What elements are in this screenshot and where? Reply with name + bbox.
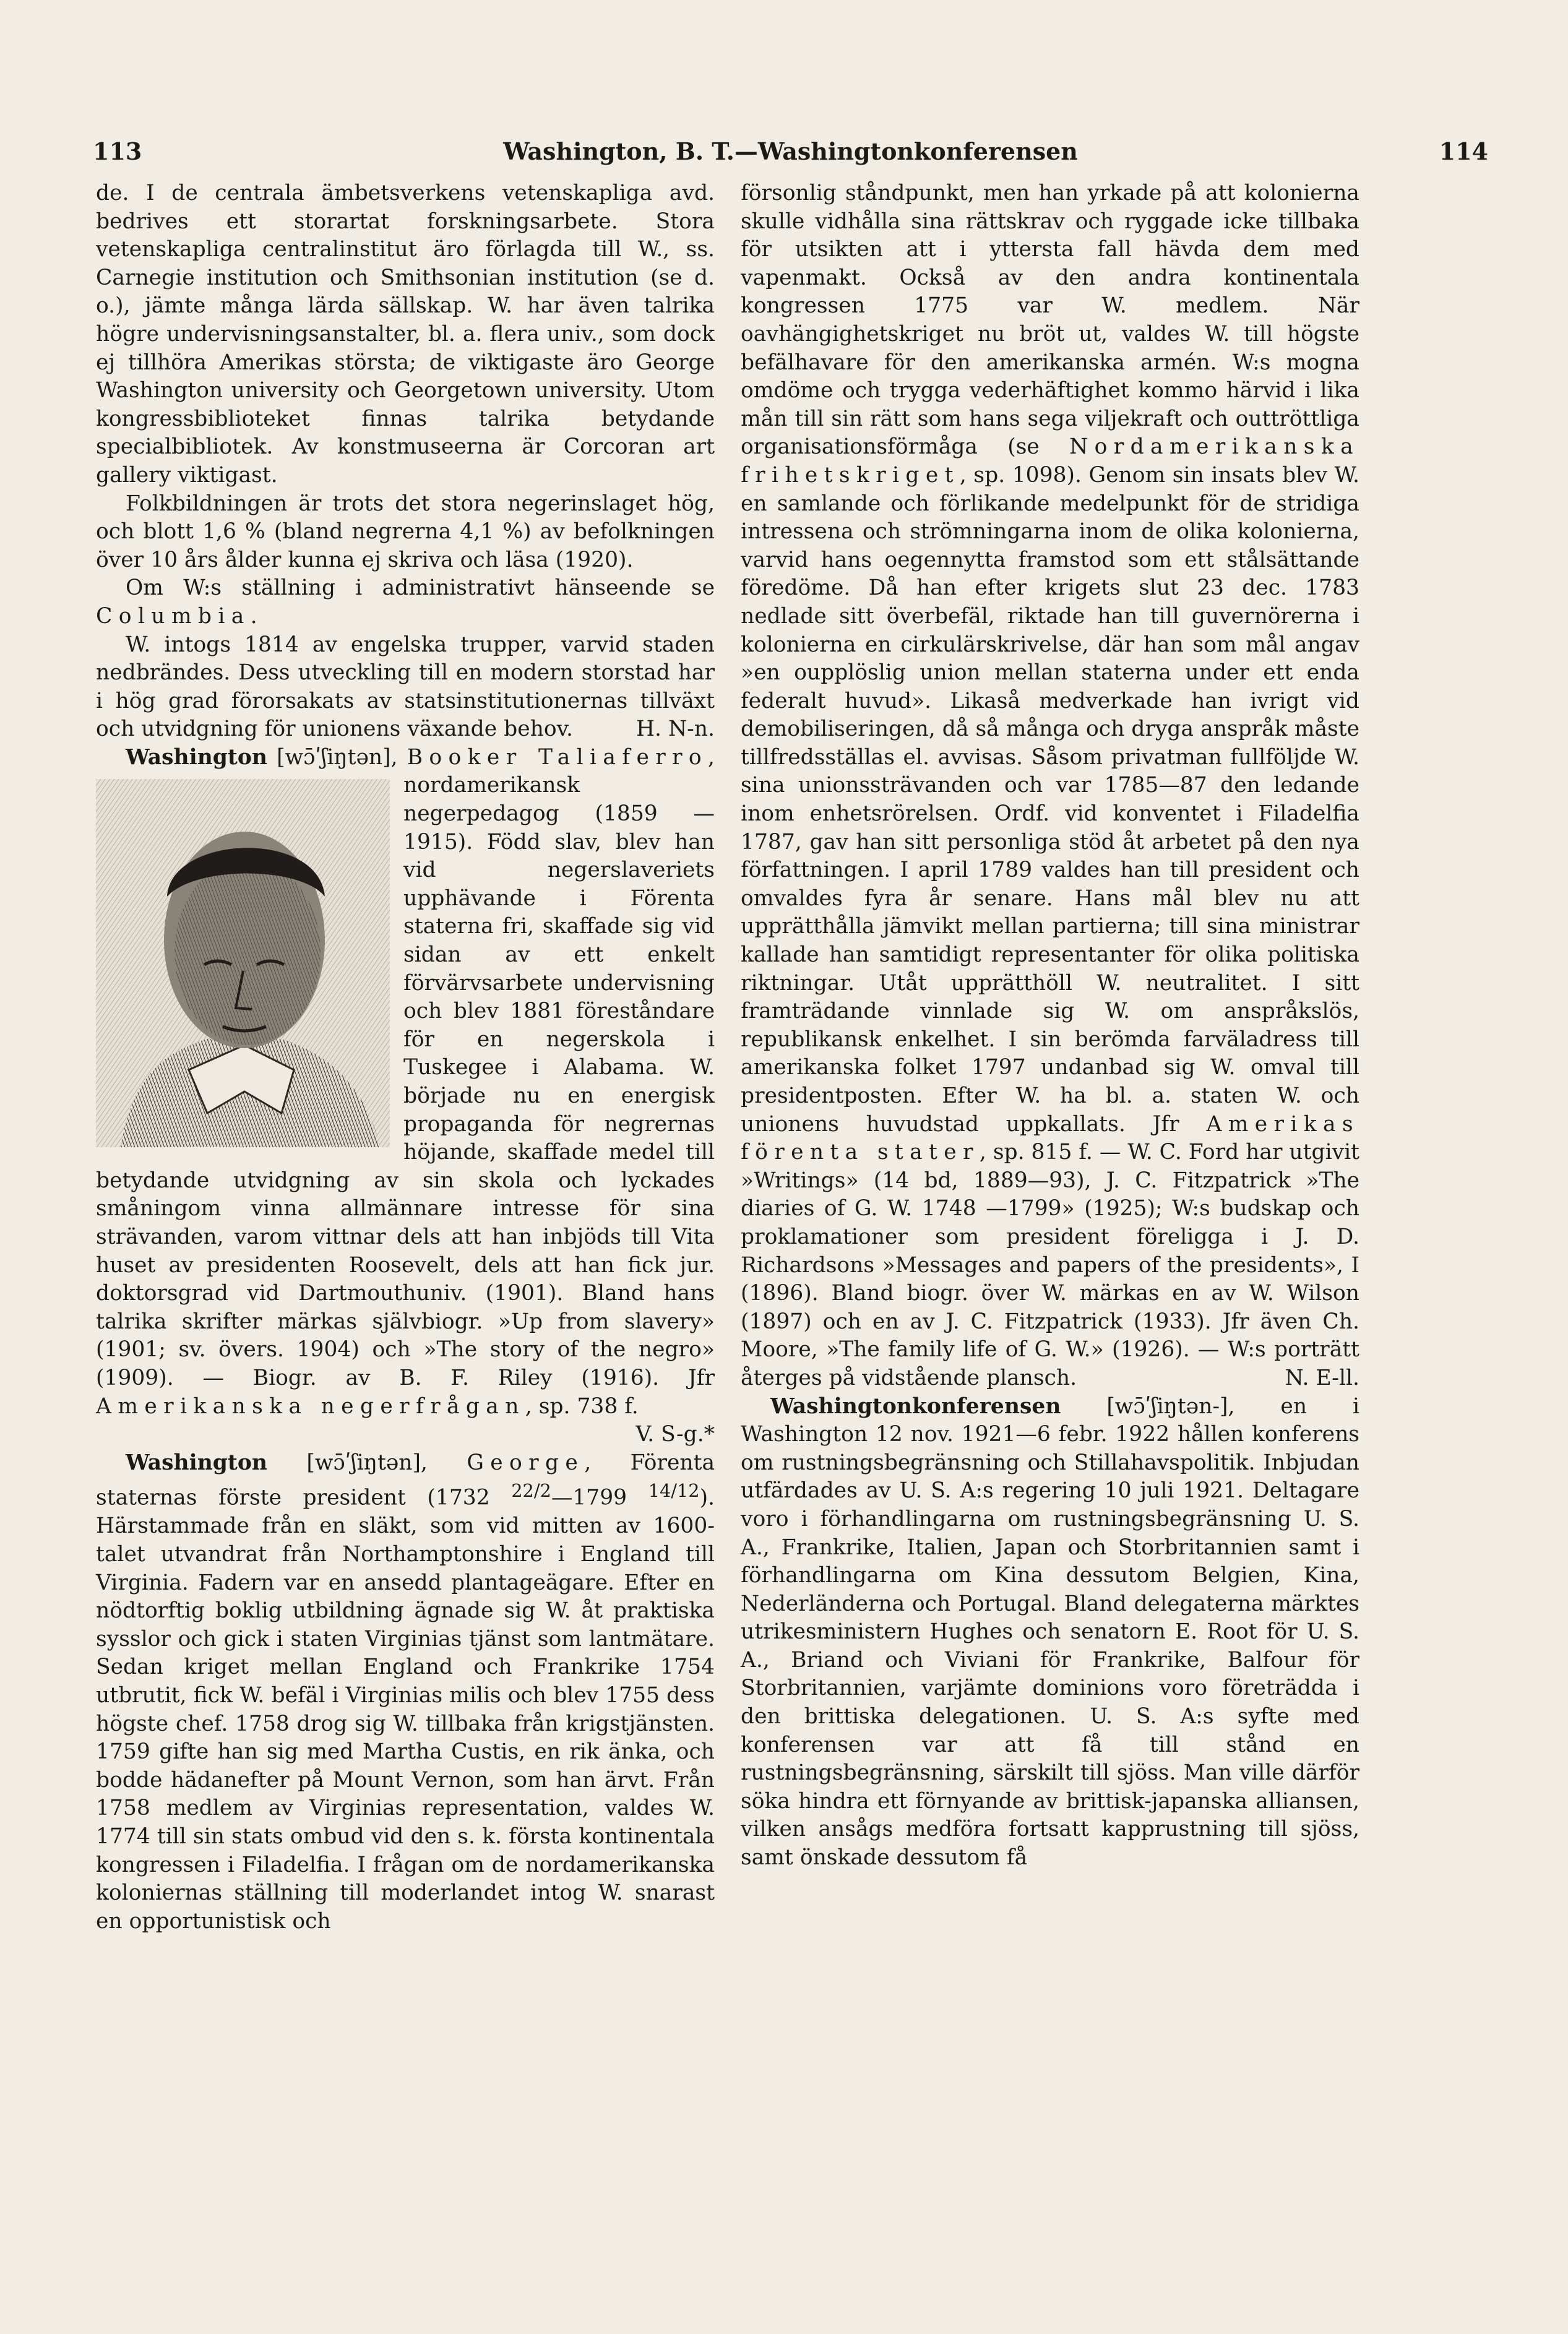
- entry-headword: Washington: [126, 1450, 267, 1475]
- right-column: [741, 179, 1359, 1872]
- pronunciation: [wɔ̄ʹʃiŋtən]: [277, 744, 391, 770]
- paragraph-history: W. intogs 1814 av engelska trupper, varvid staden nedbrändes. Dess utveckling till en modern storstad har i hög grad förorsakats av statsinstitutionernas tillväxt och utvidgning för unionens växande behov. H. N-n.: [96, 631, 715, 744]
- cross-reference: Amerikas förenta stater: [741, 1111, 1359, 1165]
- entry-headword: Washington: [126, 744, 267, 770]
- paragraph-continued: de. I de centrala ämbetsverkens vetenskapliga avd. bedrives ett storartat forskningsarbete. Stora vetenskapliga centralinstitut äro förlagda till W., ss. Carnegie institution och Smithsonian institution (se d. o.), jämte många lärda sällskap. W. har även talrika högre undervisningsanstalter, bl. a. flera univ., som dock ej tillhöra Amerikas största; de viktigaste äro George Washington university och Georgetown university. Utom kongressbiblioteket finnas talrika betydande specialbibliotek. Av konstmuseerna är Corcoran art gallery viktigast.: [96, 181, 715, 488]
- cross-reference: Nordamerikanska frihetskriget: [741, 434, 1359, 488]
- entry-george-washington-continued: försonlig ståndpunkt, men han yrkade på att kolonierna skulle vidhålla sina rättskrav och ryggade icke tillbaka för utsikten att i yttersta fall hävda dem med vapenmakt. Också av den andra kontinentala kongressen 1775 var W. medlem. När oavhängighetskriget nu bröt ut, valdes W. till högste befälhavare för den amerikanska armén. W:s mogna omdöme och trygga vederhäftighet kommo härvid i lika mån till sin rätt som hans sega viljekraft och outtröttliga organisationsförmåga (se Nordamerikanska frihetskriget, sp. 1098). Genom sin insats blev W. en samlande och förlikande medelpunkt för de stridiga intressena och strömningarna inom de olika kolonierna, varvid hans oegennytta framstod som ett stålsättande föredöme. Då han efter krigets slut 23 dec. 1783 nedlade sitt överbefäl, riktade han till guvernörerna i kolonierna en cirkulärskrivelse, där han som mål angav »en oupplöslig union mellan staterna under ett enda federalt huvud». Likaså medverkade han ivrigt vid demobiliseringen, då så många och dryga anspråk måste tillfredsställas el. avvisas. Såsom privatman fullföljde W. sina unionssträvanden och var 1785—87 den ledande inom enhetsrörelsen. Ordf. vid konventet i Filadelfia 1787, gav han sitt personliga stöd åt arbetet på den nya författningen. I april 1789 valdes han till president och omvaldes fyra år senare. Hans mål blev nu att upprätthålla jämvikt mellan partierna; till sina ministrar kallade han samtidigt representanter för olika politiska riktningar. Utåt upprätthöll W. neutralitet. I sitt framträdande vinnlade sig W. om anspråkslös, republikansk enkelhet. I sin berömda farväladress till amerikanska folket 1797 undanbad sig W. omval till presidentposten. Efter W. ha bl. a. staten W. och unionens huvudstad uppkallats. Jfr Amerikas förenta stater, sp. 815 f. — W. C. Ford har utgivit »Writings» (14 bd, 1889—93), J. C. Fitzpatrick »The diaries of G. W. 1748 —1799» (1925); W:s budskap och proklamationer som president föreligga i J. D. Richardsons »Messages and papers of the presidents», I (1896). Bland biogr. över W. märkas en av W. Wilson (1897) och en av J. C. Fitzpatrick (1933). Jfr även Ch. Moore, »The family life of G. W.» (1926). — W:s porträtt återges på vidstående plansch. N. E-ll.: [741, 179, 1359, 1393]
- portrait-engraving: [96, 779, 390, 1147]
- entry-given-name: Booker Taliaferro: [407, 744, 709, 770]
- pronunciation: [wɔ̄ʹʃiŋtən-]: [1106, 1393, 1228, 1419]
- page-number-right: 114: [1439, 137, 1488, 165]
- portrait-image: [96, 779, 390, 1147]
- author-signature: H. N-n.: [635, 717, 715, 742]
- entry-george-washington: Washington [wɔ̄ʹʃiŋtən], George, Förenta staternas förste president (1732 $^{22/2}$—1799 $^{14/12}$). Härstammade från en släkt, som vid mitten av 1600-talet utvandrat från Northamptonshire i England till Virginia. Fadern var en ansedd plantageägare. Efter en nödtorftig boklig utbildning ägnade sig W. åt praktiska sysslor och gick i staten Virginias tjänst som lantmätare. Sedan kriget mellan England och Frankrike 1754 utbrutit, fick W. befäl i Virginias milis och blev 1755 dess högste chef. 1758 drog sig W. tillbaka från krigstjänsten. 1759 gifte han sig med Martha Custis, en rik änka, och bodde hädanefter på Mount Vernon, som han ärvt. Från 1758 medlem av Virginias representation, valdes W. 1774 till sin stats ombud vid den s. k. första kontinentala kongressen i Filadelfia. I frågan om de nordamerikanska koloniernas ställning till moderlandet intog W. snarast en opportunistisk och: [96, 1450, 715, 1934]
- date-fraction: 14/12: [648, 1480, 700, 1502]
- author-signature: N. E-ll.: [1285, 1365, 1359, 1390]
- date-fraction: 22/2: [511, 1480, 551, 1502]
- running-title: Washington, B. T.—Washingtonkonferensen: [503, 137, 1078, 165]
- entry-headword: Washingtonkonferensen: [770, 1393, 1061, 1419]
- cross-reference: Columbia: [96, 603, 251, 629]
- author-signature: V. S-g.*: [635, 1422, 715, 1447]
- page-number-left: 113: [93, 137, 142, 165]
- entry-booker-washington: Washington [wɔ̄ʹʃiŋtən], Booker Taliaferro , nordamerikansk negerpedagog (1859 —1915). Född slav, blev han vid negerslaveriets upphävande i Förenta staterna fri, skaffade sig vid sidan av ett enkelt förvärvsarbete undervisning och blev 1881 föreståndare för en negerskola i Tuskegee i Alabama. W. började nu en energisk propaganda för negrernas höjande, skaffade medel till betydande utvidgning av sin skola och lyckades småningom vinna allmännare intresse för sina strävanden, varom vittnar dels att han inbjöds till Vita huset av presidenten Roosevelt, dels att han fick jur. doktorsgrad vid Dartmouthuniv. (1901). Bland hans talrika skrifter märkas självbiogr. »Up from slavery» (1901; sv. övers. 1904) och »The story of the negro» (1909). — Biogr. av B. F. Riley (1916). Jfr Amerikanska negerfrågan, sp. 738 f. V. S-g.*: [96, 744, 715, 1421]
- cross-reference: Amerikanska negerfrågan: [96, 1393, 525, 1419]
- left-column: [96, 179, 715, 1936]
- paragraph-folkbildning: Folkbildningen är trots det stora negerinslaget hög, och blott 1,6 % (bland negrerna 4,1 %) av befolkningen över 10 års ålder kunna ej skriva och läsa (1920).: [96, 491, 715, 572]
- pronunciation: [wɔ̄ʹʃiŋtən]: [306, 1450, 421, 1475]
- entry-given-name: George: [467, 1450, 585, 1475]
- entry-washingtonkonferensen: Washingtonkonferensen [wɔ̄ʹʃiŋtən-], en i Washington 12 nov. 1921—6 febr. 1922 hållen konferens om rustningsbegränsning och Stillahavspolitik. Inbjudan utfärdades av U. S. A:s regering 10 juli 1921. Deltagare voro i förhandlingarna om rustningsbegränsning U. S. A., Frankrike, Italien, Japan och Storbritannien samt i förhandlingarna om Kina dessutom Belgien, Kina, Nederländerna och Portugal. Bland delegaterna märktes utrikesministern Hughes och senatorn E. Root för U. S. A., Briand och Viviani för Frankrike, Balfour för Storbritannien, varjämte dominions voro företrädda i den brittiska delegationen. U. S. A:s syfte med konferensen var att få till stånd en rustningsbegränsning, särskilt till sjöss. Man ville därför söka hindra ett förnyande av brittisk-japanska alliansen, vilken ansågs medföra fortsatt kapprustning till sjöss, samt önskade dessutom få: [741, 1393, 1359, 1871]
- paragraph-administration: Om W:s ställning i administrativt hänseende se Columbia.: [96, 575, 715, 629]
- running-header: [93, 137, 1488, 168]
